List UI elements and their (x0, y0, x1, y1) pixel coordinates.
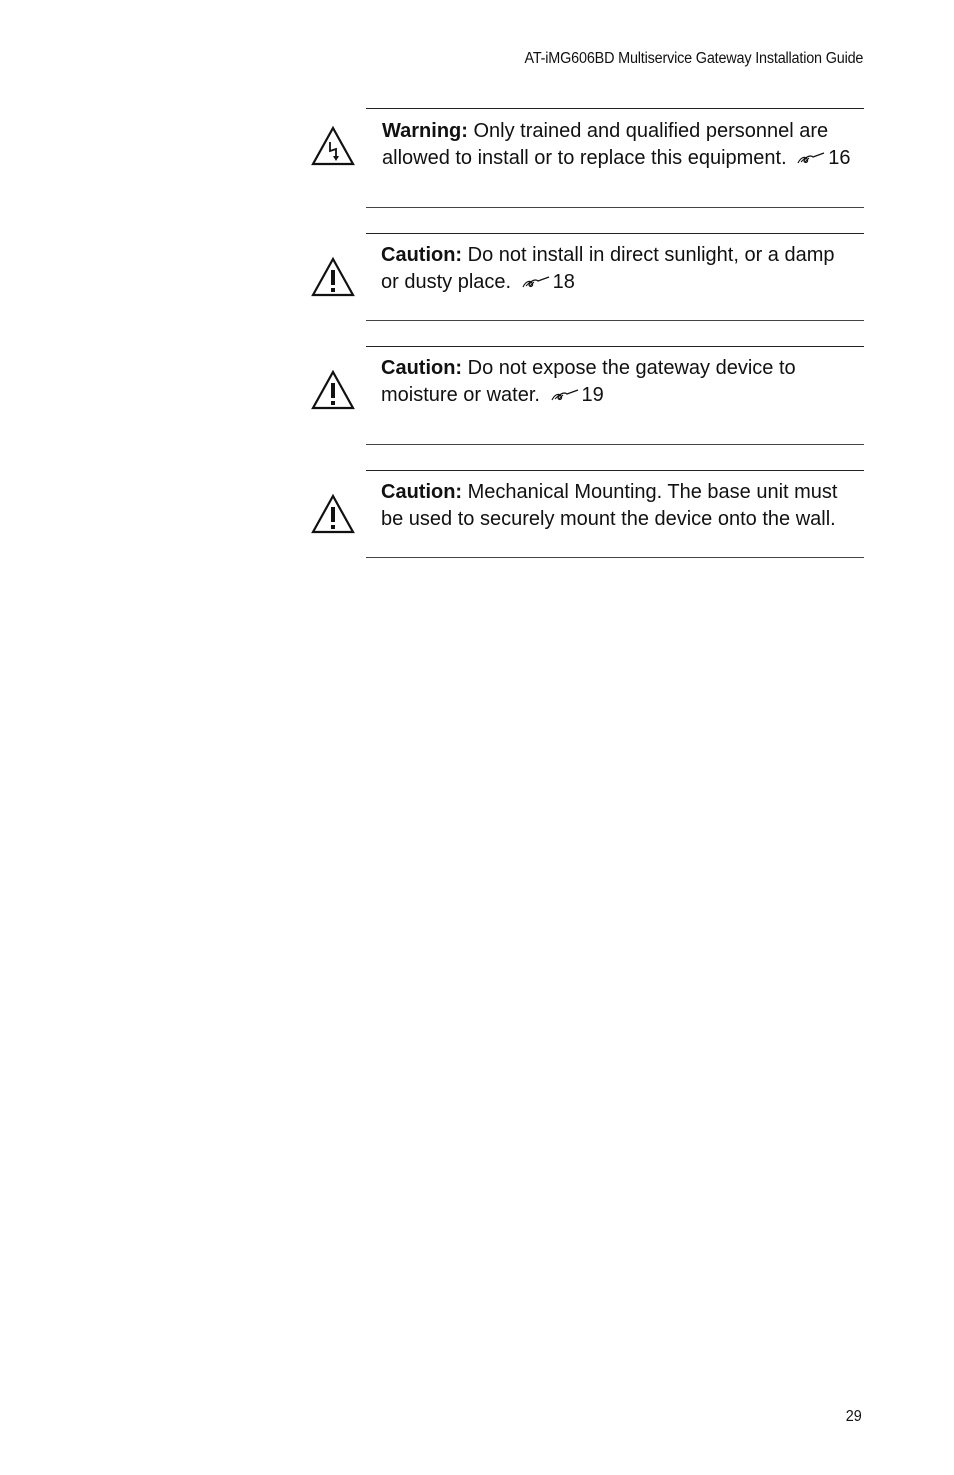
notice-label: Caution: (381, 244, 463, 266)
notice-divider (366, 444, 864, 445)
reference-hand-icon (796, 151, 826, 165)
notice-text: Do not install in direct sunlight, or a damp or dusty place. (381, 244, 835, 293)
notice-divider (366, 207, 864, 208)
reference-hand-icon (521, 275, 551, 289)
electrical-hazard-icon (310, 125, 356, 167)
notice-body (366, 109, 864, 171)
caution-exclamation-icon (310, 256, 356, 298)
notice-ref: 19 (581, 383, 604, 406)
notice-ref: 18 (552, 270, 575, 293)
page-number: 29 (845, 1408, 862, 1425)
notice-body (366, 347, 864, 408)
notice-body (366, 234, 864, 295)
notice-divider (366, 320, 864, 321)
reference-hand-icon (550, 388, 580, 402)
caution-notice (366, 470, 864, 532)
notice-text: Only trained and qualified personnel are allowed to install or to replace this equipment. (382, 120, 829, 169)
caution-notice (366, 233, 864, 295)
notice-label: Caution: (381, 481, 463, 503)
running-header: AT-iMG606BD Multiservice Gateway Installation Guide (524, 50, 863, 67)
notice-divider (366, 557, 864, 558)
notice-label: Warning: (382, 120, 468, 142)
warning-notice (366, 108, 864, 171)
notice-text: Do not expose the gateway device to moisture or water. (381, 357, 796, 406)
notice-text: Mechanical Mounting. The base unit must be used to securely mount the device onto the wall. (381, 481, 838, 530)
notice-ref: 16 (828, 146, 851, 169)
caution-notice (366, 346, 864, 408)
notice-body (366, 471, 864, 532)
caution-exclamation-icon (310, 369, 356, 411)
caution-exclamation-icon (310, 493, 356, 535)
notice-label: Caution: (381, 357, 463, 379)
